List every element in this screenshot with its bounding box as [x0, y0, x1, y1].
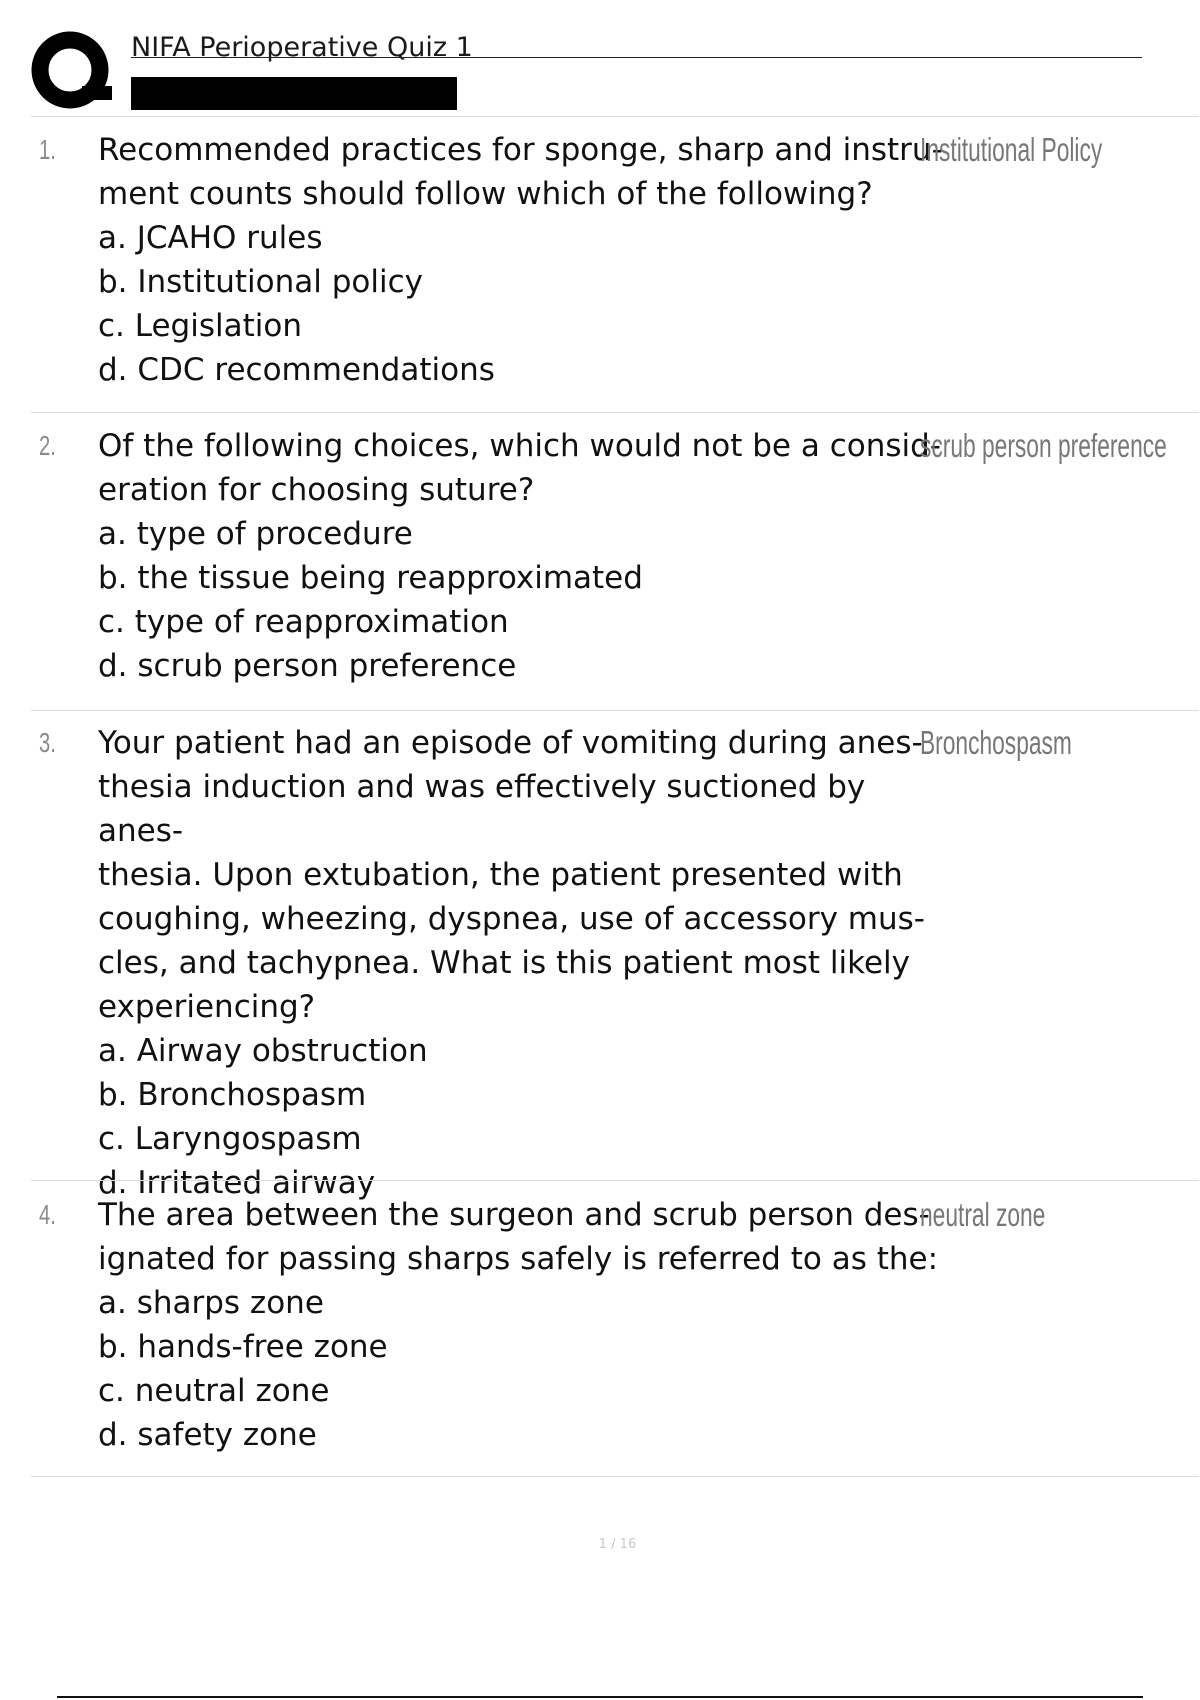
option-b: b. Bronchospasm	[98, 1077, 367, 1113]
option-c: c. type of reapproximation	[98, 604, 509, 640]
option-c: c. Laryngospasm	[98, 1121, 362, 1157]
question-number: 3.	[39, 727, 56, 758]
question-number: 4.	[39, 1199, 56, 1230]
option-d: d. Irritated airway	[98, 1165, 376, 1201]
option-b: b. hands-free zone	[98, 1329, 388, 1365]
question-text: Recommended practices for sponge, sharp and instru- ment counts should follow which of the following?	[98, 132, 943, 212]
option-a: a. JCAHO rules	[98, 220, 323, 256]
question-body	[98, 721, 948, 1205]
document-title: NIFA Perioperative Quiz 1	[131, 32, 473, 63]
quizlet-logo-icon	[30, 30, 112, 112]
question-divider	[31, 710, 1199, 711]
option-a: a. Airway obstruction	[98, 1033, 428, 1069]
option-a: a. type of procedure	[98, 516, 413, 552]
option-c: c. Legislation	[98, 308, 302, 344]
question-body	[98, 1193, 948, 1457]
option-b: b. the tissue being reapproximated	[98, 560, 643, 596]
option-d: d. safety zone	[98, 1417, 317, 1453]
option-c: c. neutral zone	[98, 1373, 330, 1409]
answer-text: Institutional Policy	[920, 131, 1103, 168]
question-divider	[31, 412, 1199, 413]
option-a: a. sharps zone	[98, 1285, 324, 1321]
question-body	[98, 128, 948, 392]
redaction-bar	[131, 77, 457, 110]
option-d: d. scrub person preference	[98, 648, 517, 684]
question-divider	[31, 1476, 1199, 1477]
option-b: b. Institutional policy	[98, 264, 424, 300]
page-number: 1 / 16	[598, 1537, 637, 1552]
question-divider	[31, 1180, 1199, 1181]
question-body	[98, 424, 948, 688]
answer-text: neutral zone	[920, 1196, 1046, 1233]
question-text: Your patient had an episode of vomiting during anes- thesia induction and was effectively suctioned by anes- thesia. Upon extubation, the patient presented with coughing, wheezing, dyspnea, use of accessory mus- cles, and tachypnea. What is this patient most likely experiencing?	[98, 725, 925, 1025]
footer-rule	[57, 1696, 1143, 1698]
title-rule	[131, 57, 1142, 58]
header-divider	[31, 116, 1199, 117]
question-number: 1.	[39, 134, 56, 165]
question-text: The area between the surgeon and scrub person des- ignated for passing sharps safely is referred to as the:	[98, 1197, 939, 1277]
option-d: d. CDC recommendations	[98, 352, 495, 388]
answer-text: scrub person preference	[920, 427, 1167, 464]
question-number: 2.	[39, 430, 56, 461]
answer-text: Bronchospasm	[920, 724, 1072, 761]
question-text: Of the following choices, which would not be a consid- eration for choosing suture?	[98, 428, 941, 508]
